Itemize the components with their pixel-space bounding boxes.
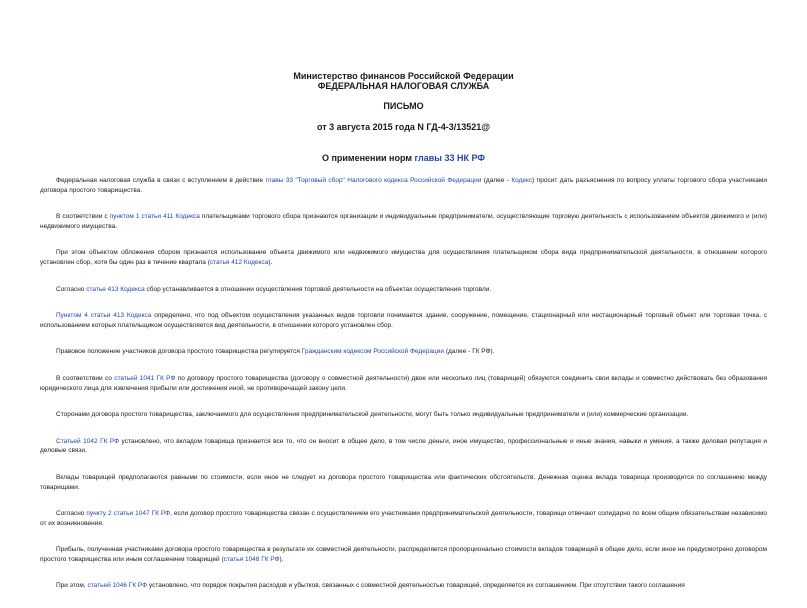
- law-link[interactable]: статья 412 Кодекса: [209, 258, 269, 266]
- document-body: [40, 176, 767, 608]
- document-type: ПИСЬМО: [383, 101, 424, 111]
- paragraph: При этом объектом обложения сбором признается использование объекта движимого или недвижимого имущества для осуществления плательщиком сбора вида предпринимательской деятельности, в отношении которого установлен сбор, хотя бы один раз в течение квартала (статья 412 Кодекса).: [40, 249, 767, 266]
- law-link[interactable]: пункту 2 статьи 1047 ГК РФ: [86, 510, 171, 518]
- law-link[interactable]: Статьей 1042 ГК РФ: [56, 437, 120, 445]
- law-link[interactable]: статьей 1046 ГК РФ: [87, 582, 148, 590]
- paragraph: При этом, статьей 1046 ГК РФ установлено, что порядок покрытия расходов и убытков, связанных с совместной деятельностью товарищей, определяется их соглашением. При отсутствии такого соглашения: [56, 582, 685, 590]
- paragraph: Пунктом 4 статьи 413 Кодекса определено, что под объектом осуществления указанных видов торговли понимается здание, сооружение, помещение, стационарный или нестационарный торговый объект или торговая точка, с использованием которых плательщиком осуществляется вид деятельности, в отношении которого установлен сбор.: [40, 312, 767, 329]
- law-link[interactable]: статьей 1041 ГК РФ: [114, 374, 176, 382]
- paragraph: Сторонами договора простого товарищества, заключаемого для осуществления предпринимательской деятельности, могут быть только индивидуальные предприниматели и (или) коммерческие организации.: [56, 411, 689, 419]
- paragraph: Согласно пункту 2 статьи 1047 ГК РФ, если договор простого товарищества связан с осуществлением его участниками предпринимательской деятельности, товарищи отвечают солидарно по всем общим обязательствам независимо от их возникновения.: [40, 510, 768, 527]
- subject-link[interactable]: главы 33 НК РФ: [414, 153, 486, 163]
- paragraph: Федеральная налоговая служба в связи с вступлением в действие главы 33 "Торговый сбор" Налогового кодекса Российской Федерации (далее - Кодекс) просит дать разъяснения по вопросу уплаты торгового сбора участниками договора простого товарищества.: [40, 177, 767, 194]
- document-subject: [0, 153, 807, 164]
- subject-prefix: О применении норм: [321, 153, 415, 163]
- paragraph: Согласно статье 413 Кодекса сбор устанавливается в отношении осуществления торговой деятельности на объектах осуществления торговли.: [56, 285, 492, 293]
- law-link[interactable]: Кодекс: [511, 177, 533, 184]
- law-link[interactable]: статья 1048 ГК РФ: [223, 555, 280, 563]
- law-link[interactable]: главы 33 "Торговый сбор" Налогового кодекса Российской Федерации: [265, 177, 482, 184]
- law-link[interactable]: пунктом 1 статьи 411 Кодекса: [109, 213, 200, 221]
- law-link[interactable]: Пунктом 4 статьи 413 Кодекса: [56, 312, 152, 320]
- paragraph: Статьей 1042 ГК РФ установлено, что вкладом товарища признается все то, что он вносит в общее дело, в том числе деньги, иное имущество, профессиональные и иные знания, навыки и умения, а также деловая репутация и деловые связи.: [40, 437, 767, 455]
- paragraph: Правовое положение участников договора простого товарищества регулируется Гражданским кодексом Российской Федерации (далее - ГК РФ).: [56, 348, 495, 356]
- ministry-heading: Министерство финансов Российской Федерации: [293, 71, 514, 81]
- paragraph: Прибыль, полученная участниками договора простого товарищества в результате их совместной деятельности, распределяется пропорционально стоимости вкладов товарищей в общее дело, если иное не предусмотрено договором простого товарищества или иным соглашением товарищей (статья 1048 ГК РФ).: [40, 546, 767, 563]
- law-link[interactable]: Гражданским кодексом Российской Федерации: [301, 348, 445, 356]
- document-date-number: от 3 августа 2015 года N ГД-4-3/13521@: [316, 122, 491, 132]
- law-link[interactable]: статье 413 Кодекса: [86, 285, 145, 293]
- paragraph: В соответствии со статьей 1041 ГК РФ по договору простого товарищества (договору о совместной деятельности) двое или несколько лиц (товарищей) обязуются соединить свои вклады и совместно действовать без образования юридического лица для извлечения прибыли или достижения иной, не противоречащей закону цели.: [40, 374, 767, 392]
- paragraph: Вклады товарищей предполагаются равными по стоимости, если иное не следует из договора простого товарищества или фактических обстоятельств. Денежная оценка вклада товарища производится по соглашению между товарищами.: [40, 473, 767, 491]
- service-heading: ФЕДЕРАЛЬНАЯ НАЛОГОВАЯ СЛУЖБА: [317, 81, 490, 91]
- paragraph: В соответствии с пунктом 1 статьи 411 Кодекса плательщиками торгового сбора признаются организации и индивидуальные предприниматели, осуществляющие торговую деятельность с использованием объектов движимого и (или) недвижимого имущества.: [40, 213, 767, 230]
